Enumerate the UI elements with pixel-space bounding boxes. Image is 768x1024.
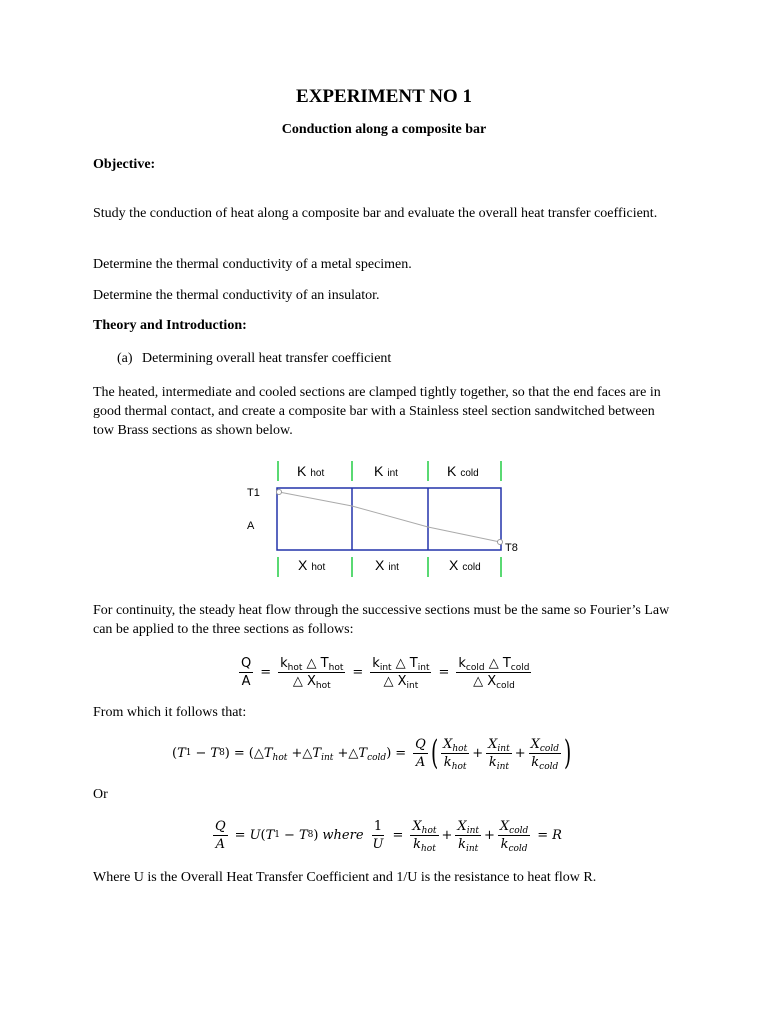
objective-item-3: Determine the thermal conductivity of an insulator.	[93, 288, 380, 303]
k-label-cold: K cold	[447, 463, 479, 479]
subsection-label: Determining overall heat transfer coefficient	[142, 351, 392, 366]
x-label-int: X int	[375, 557, 399, 573]
page-subtitle: Conduction along a composite bar	[281, 122, 487, 137]
bar-outline	[277, 488, 501, 550]
subsection-marker: (a)	[117, 351, 133, 366]
t1-point	[277, 490, 282, 495]
theory-intro: The heated, intermediate and cooled sections are clamped tightly together, so that the end faces are in good thermal contact, and create a composite bar with a Stainless steel section sandwitched between tow Brass sections as shown below.	[93, 385, 661, 438]
k-label-int: K int	[374, 463, 398, 479]
equation-fourier: $\frac{Q}{A}$ = $\frac{k_{hot} \triangle T_{hot}}{\triangle X_{hot}}$ = $\frac{k_{int} \triangle T_{int}}{\triangle X_{int}}$ = $\frac{k_{cold} \triangle T_{cold}}{\triangle X_{cold}}$	[241, 655, 530, 691]
conclusion-paragraph: Where U is the Overall Heat Transfer Coefficient and 1/U is the resistance to heat flow R.	[93, 870, 597, 885]
follows-paragraph: From which it follows that:	[93, 705, 247, 720]
temperature-profile-line	[279, 492, 500, 542]
k-label-hot: K hot	[297, 463, 325, 479]
equation-temperature-sum: ( T 1 − T 8 ) = (△ $T_{hot}$ +△ $T_{int}$ +△ $T_{cold}$ ) = $\frac{Q}{A}$ ( $\frac{X_{hot}}{k_{hot}}$ + $\frac{X_{int}}{k_{int}}$ + $\frac{X_{cold}}{k_{cold}}$ )	[172, 733, 572, 773]
or-label: Or	[93, 787, 108, 802]
x-label-hot: X hot	[298, 557, 326, 573]
continuity-paragraph: For continuity, the steady heat flow through the successive sections must be the same so Fourier’s Law can be applied to the three sections as follows:	[93, 603, 670, 637]
theory-heading: Theory and Introduction:	[93, 318, 247, 333]
t8-label: T8	[505, 542, 518, 554]
page-title: EXPERIMENT NO 1	[296, 86, 472, 107]
objective-heading: Objective:	[93, 157, 156, 172]
t1-label: T1	[247, 487, 260, 499]
area-label: A	[247, 520, 255, 532]
bar-sections	[277, 488, 501, 550]
objective-item-2: Determine the thermal conductivity of a metal specimen.	[93, 257, 412, 272]
t8-point	[498, 540, 503, 545]
x-label-cold: X cold	[449, 557, 481, 573]
equation-overall-coefficient: $\frac{Q}{A}$ = U ( T 1 − T 8 ) where $\frac{1}{U}$ = $\frac{X_{hot}}{k_{hot}}$ + $\frac{X_{int}}{k_{int}}$ + $\frac{X_{cold}}{k_{cold}}$ = R	[215, 818, 562, 854]
objective-item-1: Study the conduction of heat along a composite bar and evaluate the overall heat transfer coefficient.	[93, 206, 658, 221]
